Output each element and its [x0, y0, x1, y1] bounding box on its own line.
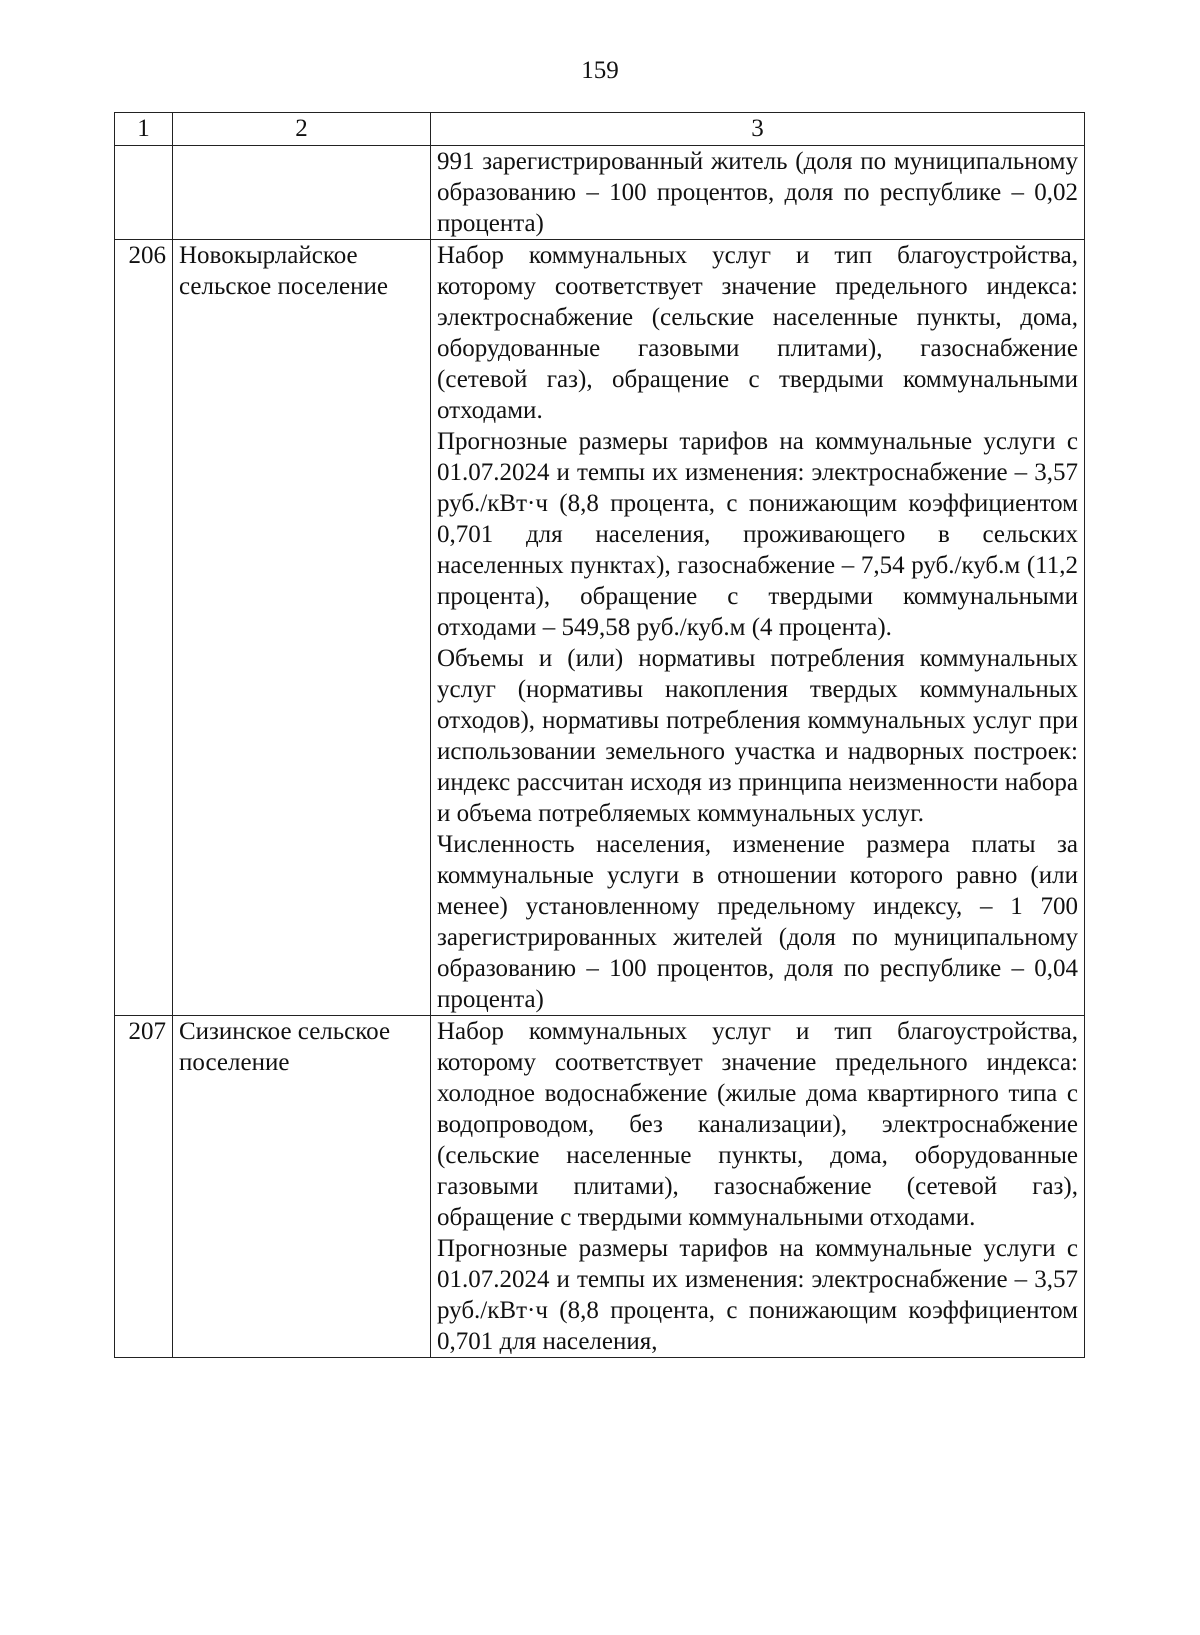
row-number: 207 — [115, 1016, 173, 1358]
description-paragraph: Численность населения, изменение размера платы за коммунальные услуги в отношении которого равно (или менее) установленному предельному индексу, – 1 700 зарегистрированных жителей (доля по муниципальному образованию – 100 процентов, доля по республике – 0,04 процента) — [437, 831, 1078, 1013]
description-paragraph: Набор коммунальных услуг и тип благоустройства, которому соответствует значение предельного индекса: холодное водоснабжение (жилые дома квартирного типа с водопроводом, без канализации), электроснабжение (сельские населенные пункты, дома, оборудованные газовыми плитами), газоснабжение (сетевой газ), обращение с твердыми коммунальными отходами. — [437, 1018, 1078, 1231]
table-row — [115, 1016, 1085, 1358]
tariff-table — [114, 112, 1085, 1358]
row-description — [431, 240, 1085, 1016]
description-paragraph: 991 зарегистрированный житель (доля по муниципальному образованию – 100 процентов, доля по республике – 0,02 процента) — [437, 148, 1078, 237]
municipality-name — [173, 146, 431, 240]
municipality-name: Сизинское сельское поселение — [173, 1016, 431, 1358]
table-row — [115, 240, 1085, 1016]
row-description — [431, 146, 1085, 240]
description-paragraph: Набор коммунальных услуг и тип благоустройства, которому соответствует значение предельного индекса: электроснабжение (сельские населенные пункты, дома, оборудованные газовыми плитами), газоснабжение (сетевой газ), обращение с твердыми коммунальными отходами. — [437, 242, 1078, 424]
row-description — [431, 1016, 1085, 1358]
page-number: 159 — [581, 57, 619, 84]
table-header-row — [115, 113, 1085, 146]
description-paragraph: Объемы и (или) нормативы потребления коммунальных услуг (нормативы накопления твердых коммунальных отходов), нормативы потребления коммунальных услуг при использовании земельного участка и надворных построек: индекс рассчитан исходя из принципа неизменности набора и объема потребляемых коммунальных услуг. — [437, 645, 1078, 827]
description-paragraph: Прогнозные размеры тарифов на коммунальные услуги с 01.07.2024 и темпы их изменения: электроснабжение – 3,57 руб./кВт·ч (8,8 процента, с понижающим коэффициентом 0,701 для населения, — [437, 1235, 1078, 1355]
description-paragraph: Прогнозные размеры тарифов на коммунальные услуги с 01.07.2024 и темпы их изменения: электроснабжение – 3,57 руб./кВт·ч (8,8 процента, с понижающим коэффициентом 0,701 для населения, проживающего в сельских населенных пунктах), газоснабжение – 7,54 руб./куб.м (11,2 процента), обращение с твердыми коммунальными отходами – 549,58 руб./куб.м (4 процента). — [437, 428, 1078, 641]
column-header-2: 2 — [173, 113, 431, 146]
municipality-name: Новокырлайское сельское поселение — [173, 240, 431, 1016]
table-row — [115, 146, 1085, 240]
column-header-1: 1 — [115, 113, 173, 146]
row-number — [115, 146, 173, 240]
row-number: 206 — [115, 240, 173, 1016]
column-header-3: 3 — [431, 113, 1085, 146]
